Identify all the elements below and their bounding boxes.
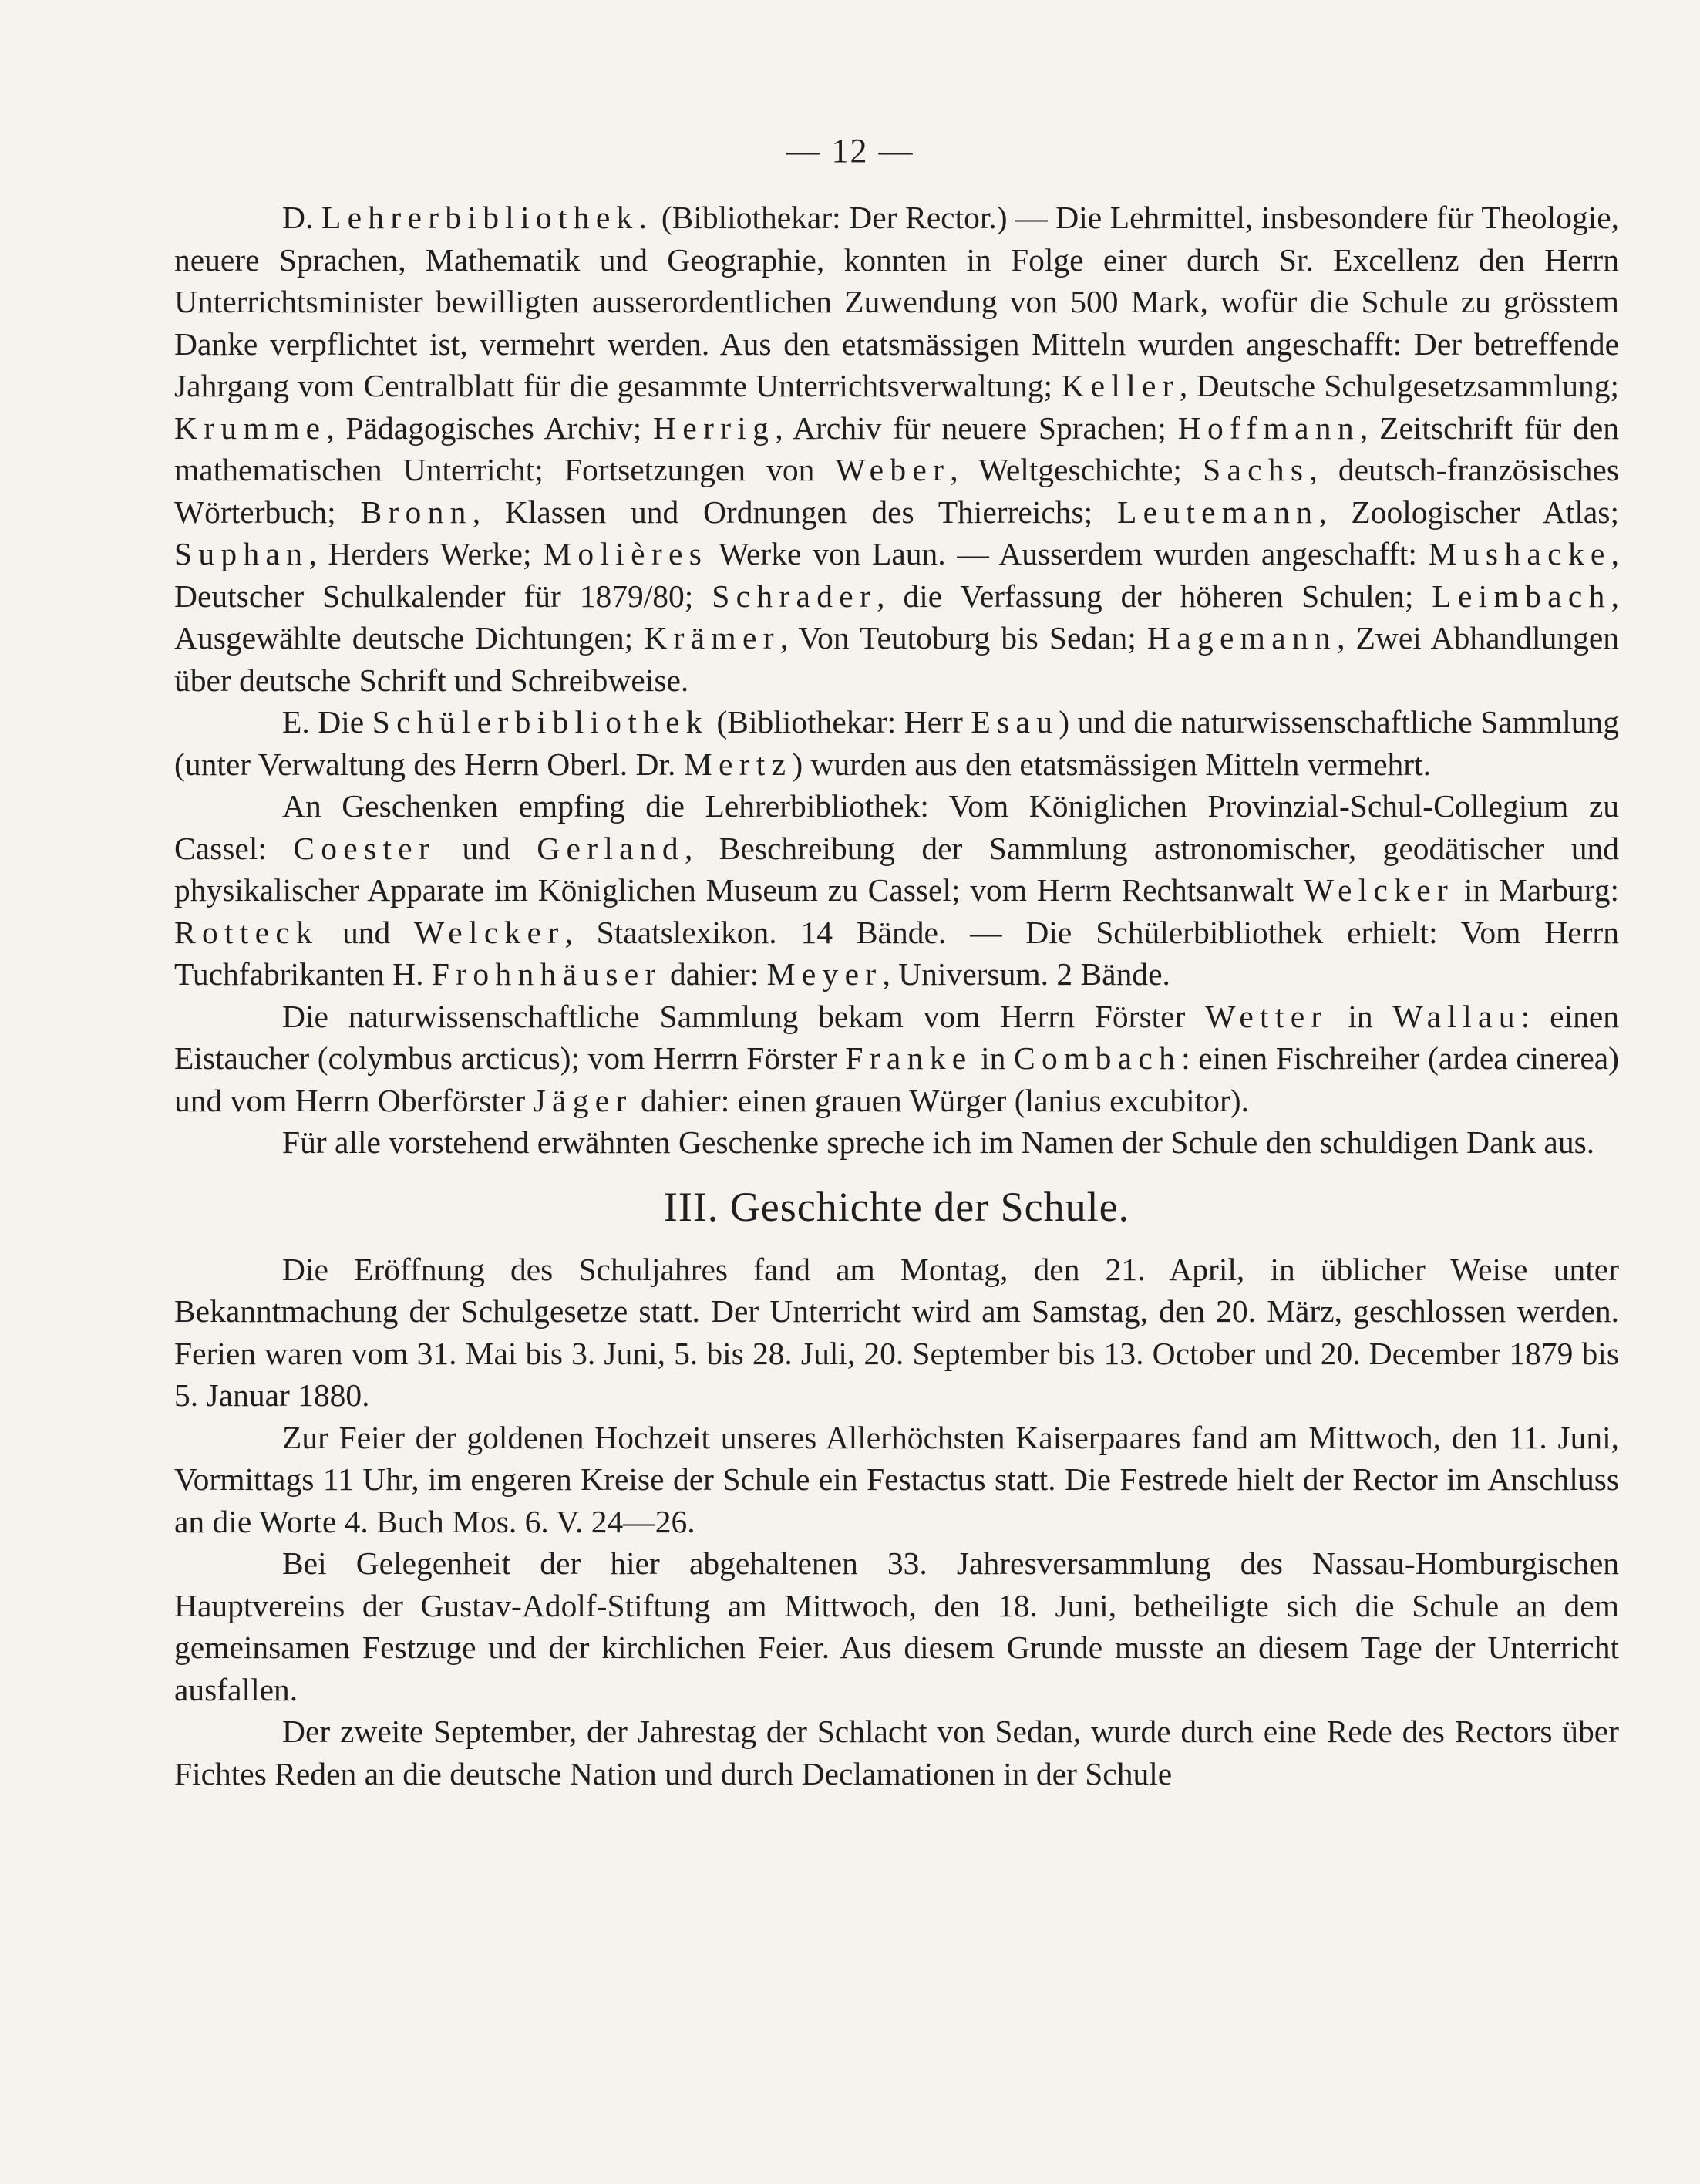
history-paragraph-3: Bei Gelegenheit der hier abgehaltenen 33. Jahresversammlung des Nassau-Homburgischen Hauptvereins der Gustav-Adolf-Stiftung am Mittwoch, den 18. Juni, betheiligte sich die Schule an dem gemeinsamen Festzuge und der kirchlichen Feier. Aus diesem Grunde musste an diesem Tage der Unterricht ausfallen. [174, 1545, 1619, 1707]
person-name: Meyer [766, 956, 883, 992]
place-name: Wallau [1392, 998, 1521, 1034]
author-name: Bronn [360, 494, 473, 530]
author-name: Suphan [174, 536, 309, 571]
author-name: Sachs [1203, 452, 1310, 487]
page-number: — 12 — [786, 132, 914, 170]
thanks-paragraph: Für alle vorstehend erwähnten Geschenke spreche ich im Namen der Schule den schuldigen Dank aus. [282, 1124, 1595, 1160]
author-name: Schrader [712, 578, 877, 614]
author-name: Keller [1061, 368, 1180, 403]
person-name: Esau [971, 704, 1059, 740]
author-name: Krämer [644, 620, 780, 656]
history-paragraph-2: Zur Feier der goldenen Hochzeit unseres Allerhöchsten Kaiserpaares fand am Mittwoch, den 11. Juni, Vormittags 11 Uhr, im engeren Kreise der Schule ein Festactus statt. Die Festrede hielt der Rector im Anschluss an die Worte 4. Buch Mos. 6. V. 24—26. [174, 1419, 1619, 1539]
person-name: Jäger [533, 1082, 633, 1118]
person-name: Gerland [537, 830, 685, 866]
page-body [174, 197, 1619, 1795]
place-name: Combach [1014, 1040, 1182, 1076]
author-name: Weber [835, 452, 951, 487]
person-name: Frohnhäuser [431, 956, 662, 992]
section-d-label: D. [282, 200, 321, 235]
person-name: Rotteck [174, 914, 319, 950]
author-name: Leutemann [1116, 494, 1319, 530]
history-paragraph-4: Der zweite September, der Jahrestag der Schlacht von Sedan, wurde durch eine Rede des Rectors über Fichtes Reden an die deutsche Nation und durch Declamationen in der Schule [174, 1714, 1619, 1791]
author-name: Mushacke [1428, 536, 1611, 571]
author-name: Leimbach [1432, 578, 1611, 614]
person-name: Wetter [1205, 998, 1328, 1034]
author-name: Hagemann [1146, 620, 1338, 656]
author-name: Molières [543, 536, 709, 571]
section-iii-heading: III. Geschichte der Schule. [663, 1183, 1130, 1230]
person-name: Mertz [683, 746, 793, 782]
history-paragraph-1: Die Eröffnung des Schuljahres fand am Montag, den 21. April, in üblicher Weise unter Bekanntmachung der Schulgesetze statt. Der Unterricht wird am Samstag, den 20. März, geschlossen werden. Ferien waren vom 31. Mai bis 3. Juni, 5. bis 28. Juli, 20. September bis 13. October und 20. December 1879 bis 5. Januar 1880. [174, 1251, 1619, 1413]
gifts-paragraph: An Geschenken empfing die Lehrerbibliothek: Vom Königlichen Provinzial-Schul-Collegium zu Cassel: Coester und Gerland, Beschreibung der Sammlung astronomischer, geodätischer und physikalischer Apparate im Königlichen Museum zu Cassel; vom Herrn Rechtsanwalt Welcker in Marburg: Rotteck und Welcker, Staatslexikon. 14 Bände. — Die Schülerbibliothek erhielt: Vom Herrn Tuchfabrikanten H. Frohnhäuser dahier: Meyer, Universum. 2 Bände. [174, 788, 1620, 992]
section-e-paragraph: E. Die Schülerbibliothek (Bibliothekar: Herr Esau) und die naturwissenschaftliche Sammlung (unter Verwaltung des Herrn Oberl. Dr. Mertz) wurden aus den etatsmässigen Mitteln vermehrt. [174, 704, 1619, 782]
author-name: Herrig [653, 410, 776, 446]
author-name: Krumme [174, 410, 327, 446]
nature-collection-paragraph: Die naturwissenschaftliche Sammlung bekam vom Herrn Förster Wetter in Wallau: einen Eistaucher (colymbus arcticus); vom Herrrn Förster Franke in Combach: einen Fischreiher (ardea cinerea) und vom Herrn Oberförster Jäger dahier: einen grauen Würger (lanius excubitor). [174, 998, 1619, 1118]
author-name: Hoffmann [1177, 410, 1360, 446]
person-name: Franke [845, 1040, 973, 1076]
section-d-title: Lehrerbibliothek. [321, 200, 654, 235]
person-name: Welcker [414, 914, 565, 950]
person-name: Welcker [1303, 872, 1455, 908]
section-d-paragraph: D. Lehrerbibliothek. (Bibliothekar: Der Rector.) — Die Lehrmittel, insbesondere für Theologie, neuere Sprachen, Mathematik und Geographie, konnten in Folge einer durch Sr. Excellenz den Herrn Unterrichtsminister bewilligten ausserordentlichen Zuwendung von 500 Mark, wofür die Schule zu grösstem Danke verpflichtet ist, vermehrt werden. Aus den etatsmässigen Mitteln wurden angeschafft: Der betreffende Jahrgang vom Centralblatt für die gesammte Unterrichtsverwaltung; Keller, Deutsche Schulgesetzsammlung; Krumme, Pädagogisches Archiv; Herrig, Archiv für neuere Sprachen; Hoffmann, Zeitschrift für den mathematischen Unterricht; Fortsetzungen von Weber, Weltgeschichte; Sachs, deutsch-französisches Wörterbuch; Bronn, Klassen und Ordnungen des Thierreichs; Leutemann, Zoologischer Atlas; Suphan, Herders Werke; Molières Werke von Laun. — Ausserdem wurden angeschafft: Mushacke, Deutscher Schulkalender für 1879/80; Schrader, die Verfassung der höheren Schulen; Leimbach, Ausgewählte deutsche Dichtungen; Krämer, Von Teutoburg bis Sedan; Hagemann, Zwei Abhandlungen über deutsche Schrift und Schreibweise. [174, 200, 1619, 698]
section-e-title: Schülerbibliothek [372, 704, 709, 740]
person-name: Coester [293, 830, 436, 866]
